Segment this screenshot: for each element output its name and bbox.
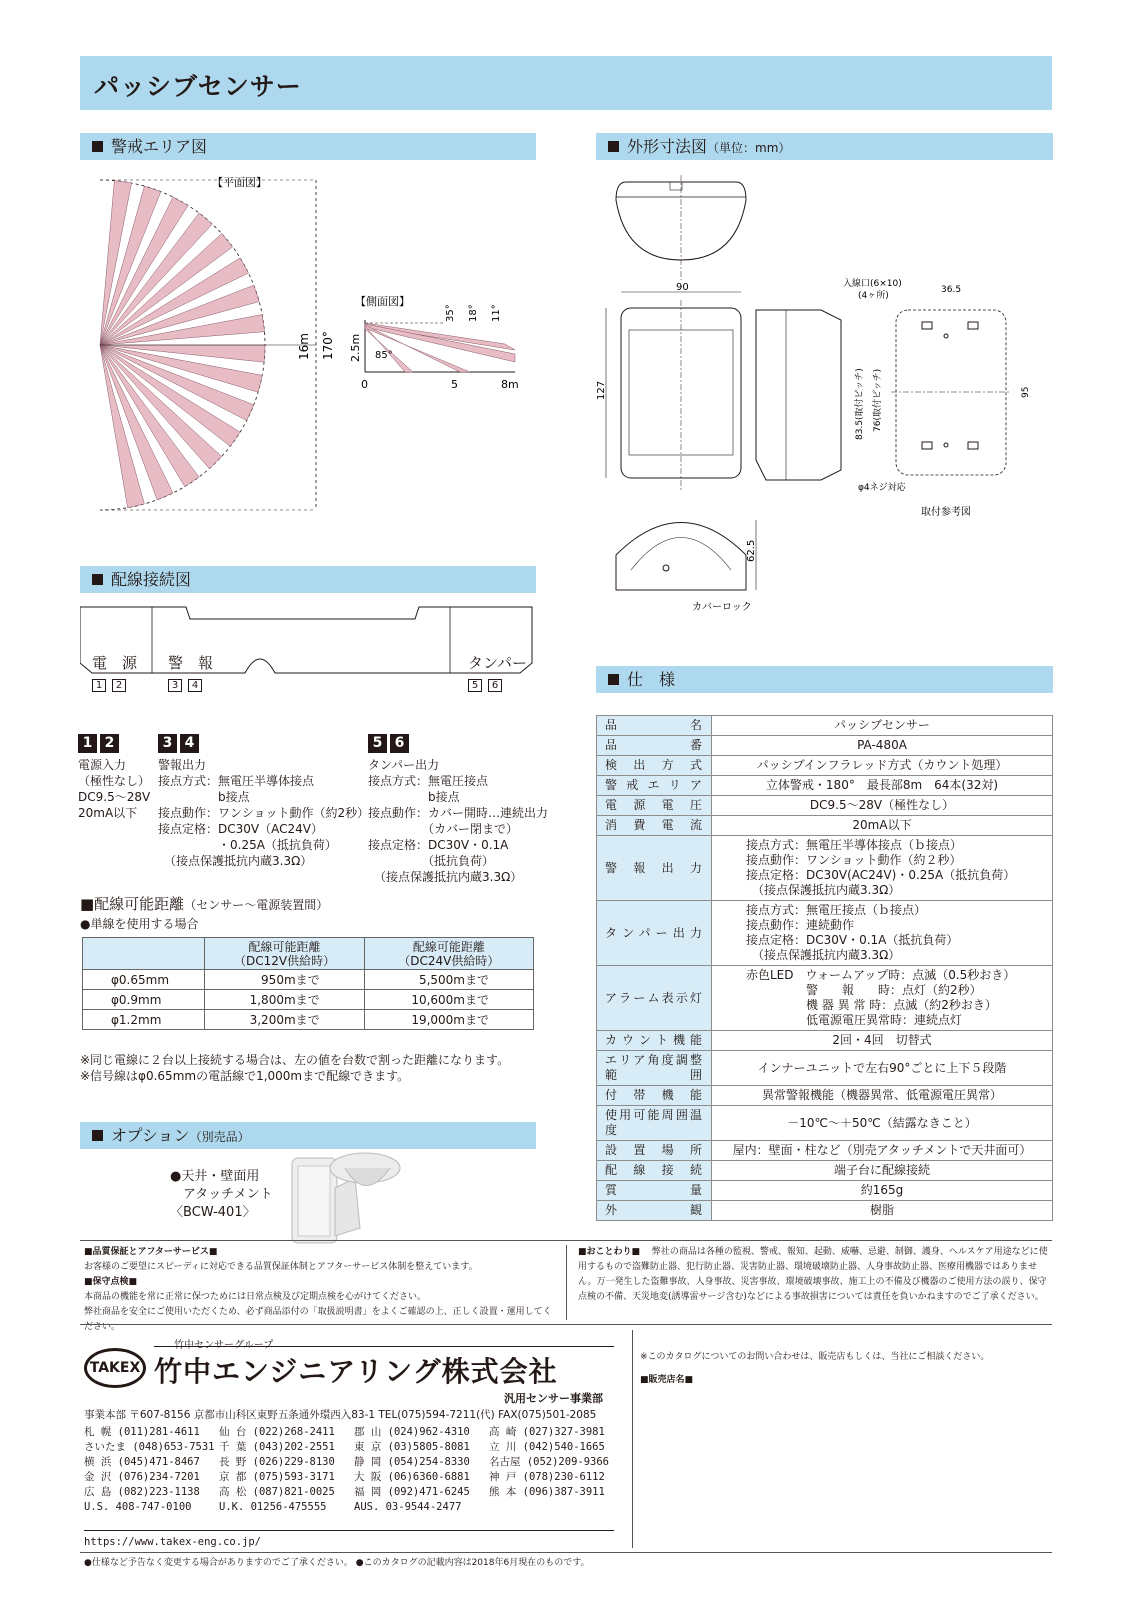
spec-row bbox=[597, 1106, 1053, 1141]
spec-key: 品名 bbox=[597, 716, 712, 736]
spec-key: アラーム表示灯 bbox=[597, 966, 712, 1031]
svg-text:0: 0 bbox=[361, 378, 368, 391]
distance-title: ■配線可能距離（センサー～電源装置間） bbox=[80, 895, 329, 913]
spec-value: パッシブインフラレッド方式（カウント処理） bbox=[712, 756, 1053, 776]
office-entry: 仙 台 (022)268-2411 bbox=[219, 1426, 335, 1438]
section-wiring: 配線接続図 bbox=[80, 566, 536, 593]
table-cell: 950mまで bbox=[205, 970, 364, 990]
table-cell: 19,000mまで bbox=[364, 1010, 533, 1030]
desc-line: （接点保護抵抗内蔵3.3Ω） bbox=[158, 854, 313, 868]
spec-value: PA-480A bbox=[712, 736, 1053, 756]
spec-value: 端子台に配線接続 bbox=[712, 1161, 1053, 1181]
plan-label: 【平面図】 bbox=[212, 176, 267, 189]
spec-row bbox=[597, 1201, 1053, 1221]
spec-key: カウント機能 bbox=[597, 1031, 712, 1051]
spec-key: 使用可能周囲温度 bbox=[597, 1106, 712, 1141]
side-label: 【側面図】 bbox=[355, 295, 410, 308]
spec-row bbox=[597, 796, 1053, 816]
spec-value: 赤色LED ウォームアップ時：点滅（0.5秒おき） 警 報 時：点灯（約2秒） 機 器 異 常 時：点滅（約2秒おき） 低電源電圧異常時：連続点灯 bbox=[712, 966, 1053, 1031]
side-view bbox=[349, 304, 519, 391]
svg-text:76(取付ピッチ): 76(取付ピッチ) bbox=[873, 368, 883, 432]
spec-value: 立体警戒・180° 最長部8m 64本(32対) bbox=[712, 776, 1053, 796]
svg-text:8m: 8m bbox=[501, 378, 519, 391]
page-title: パッシブセンサー bbox=[94, 72, 302, 101]
page-title-bar bbox=[80, 56, 1052, 110]
desc-line: 接点方式：無電圧半導体接点 bbox=[158, 774, 315, 788]
office-entry: さいたま (048)653-7531 bbox=[84, 1441, 215, 1453]
section-area: 警戒エリア図 bbox=[80, 133, 536, 160]
desc-line: 接点方式：無電圧接点 bbox=[368, 774, 489, 788]
dealer-label: ■販売店名■ bbox=[640, 1375, 694, 1385]
spec-value: 樹脂 bbox=[712, 1201, 1053, 1221]
office-entry: U.K. 01256-475555 bbox=[219, 1501, 327, 1513]
desc-tamper: 5 6 タンパー出力 接点方式：無電圧接点 b接点 接点動作：カバー開時…連続出力 （カバー閉まで） 接点定格：DC30V・0.1A （抵抗負荷） （接点保護抵抗内蔵3.3Ω） bbox=[368, 735, 549, 884]
note-line: ※同じ電線に２台以上接続する場合は、左の値を台数で割った距離になります。 bbox=[80, 1053, 510, 1067]
svg-text:(4ヶ所): (4ヶ所) bbox=[858, 291, 889, 301]
office-entry: 千 葉 (043)202-2551 bbox=[219, 1441, 335, 1453]
fan-angle: 170° bbox=[321, 331, 335, 360]
inquiry-note: ※このカタログについてのお問い合わせは、販売店もしくは、当社にご相談ください。 bbox=[640, 1352, 990, 1362]
spec-row bbox=[597, 756, 1053, 776]
spec-key: 付帯機能 bbox=[597, 1086, 712, 1106]
area-diagram bbox=[80, 170, 540, 530]
detection-zone bbox=[100, 345, 265, 362]
spec-key: 電源電圧 bbox=[597, 796, 712, 816]
svg-text:11°: 11° bbox=[491, 304, 502, 322]
fan-width: 16m bbox=[297, 333, 311, 360]
footer-left: ■品質保証とアフターサービス■ お客様のご要望にスピーディに対応できる品質保証体制とアフターサービス体制を整えています。 ■保守点検■ 本商品の機能を常に正常に保つためには日常点検及び定期点検を心がけてください。 弊社商品を安全にご使用いただくため、必ず商品添付の「取扱説明書」をよくご確認の上、正しく設置・運用してください。 bbox=[84, 1247, 552, 1332]
desc-line: 接点定格：DC30V・0.1A bbox=[368, 838, 509, 852]
table-row bbox=[83, 970, 534, 990]
side-view-dim bbox=[756, 310, 841, 480]
spec-row bbox=[597, 1161, 1053, 1181]
desc-line: ・0.25A（抵抗負荷） bbox=[158, 838, 337, 852]
spec-row bbox=[597, 736, 1053, 756]
spec-row bbox=[597, 836, 1053, 901]
desc-alarm: 3 4 警報出力 接点方式：無電圧半導体接点 b接点 接点動作：ワンショット動作（約2秒） 接点定格：DC30V（AC24V） ・0.25A（抵抗負荷） （接点保護抵抗内蔵3.3Ω） bbox=[158, 735, 370, 868]
office-entry: 東 京 (03)5805-8081 bbox=[354, 1441, 470, 1453]
company-name: 竹中エンジニアリング株式会社 bbox=[154, 1355, 558, 1388]
desc-line: 接点定格：DC30V（AC24V） bbox=[158, 822, 323, 836]
desc-line: DC9.5～28V bbox=[78, 790, 151, 804]
office-entry: 金 沢 (076)234-7201 bbox=[84, 1471, 200, 1483]
table-row bbox=[83, 1010, 534, 1030]
table-cell: 10,600mまで bbox=[364, 990, 533, 1010]
office-entry bbox=[489, 1500, 624, 1515]
bottom-note: ●仕様など予告なく変更する場合がありますのでご了承ください。 ●このカタログの記載内容は2018年6月現在のものです。 bbox=[84, 1558, 590, 1568]
spec-key: 消費電流 bbox=[597, 816, 712, 836]
section-spec: 仕 様 bbox=[596, 666, 1053, 693]
office-entry: 福 岡 (092)471-6245 bbox=[354, 1486, 470, 1498]
section-option: オプション（別売品） bbox=[80, 1122, 536, 1149]
spec-value: 2回・4回 切替式 bbox=[712, 1031, 1053, 1051]
mount-reference bbox=[896, 310, 1006, 475]
company-hq: 事業本部 〒607-8156 京都市山科区東野五条通外環西入83-1 TEL(075)594-7211(代) FAX(075)501-2085 bbox=[84, 1409, 597, 1421]
office-entry: 神 戸 (078)230-6112 bbox=[489, 1471, 605, 1483]
spec-row bbox=[597, 1051, 1053, 1086]
svg-text:62.5: 62.5 bbox=[746, 539, 757, 562]
spec-row bbox=[597, 716, 1053, 736]
svg-text:カバーロック: カバーロック bbox=[692, 602, 752, 613]
svg-text:85°: 85° bbox=[375, 350, 393, 361]
svg-text:2.5m: 2.5m bbox=[349, 333, 362, 362]
office-list bbox=[84, 1425, 624, 1515]
office-entry: 長 野 (026)229-8130 bbox=[219, 1456, 335, 1468]
spec-row bbox=[597, 776, 1053, 796]
table-cell: 5,500mまで bbox=[364, 970, 533, 990]
option-name bbox=[170, 1168, 273, 1222]
spec-row bbox=[597, 1141, 1053, 1161]
spec-row bbox=[597, 966, 1053, 1031]
spec-key: 質量 bbox=[597, 1181, 712, 1201]
takex-logo: TAKEX bbox=[84, 1348, 146, 1388]
desc-line: 接点動作：カバー開時…連続出力 bbox=[368, 806, 549, 820]
mount-caption: 取付参考図 bbox=[921, 507, 971, 518]
spec-value: 接点方式：無電圧半導体接点（ｂ接点） 接点動作：ワンショット動作（約２秒） 接点定格：DC30V(AC24V)・0.25A（抵抗負荷） （接点保護抵抗内蔵3.3Ω） bbox=[712, 836, 1053, 901]
svg-text:83.5(取付ピッチ): 83.5(取付ピッチ) bbox=[855, 368, 865, 440]
desc-line: 接点動作：ワンショット動作（約2秒） bbox=[158, 806, 370, 820]
office-entry: 広 島 (082)223-1138 bbox=[84, 1486, 200, 1498]
svg-text:95: 95 bbox=[1021, 386, 1031, 398]
office-entry: 立 川 (042)540-1665 bbox=[489, 1441, 605, 1453]
table-cell: 3,200mまで bbox=[205, 1010, 364, 1030]
office-entry: U.S. 408-747-0100 bbox=[84, 1501, 192, 1513]
footer-right: ■おことわり■ 弊社の商品は各種の監視、警戒、報知、起動、威嚇、忌避、制御、護身、ヘルスケア用途などに使用するもので盗難防止器、犯行防止器、災害防止器、環境破壊防止器、人身事故防止器、医療用機器ではありません。万一発生した盗難事故、人身事故、災害事故、環境破壊事故、施工上の不備及び機器のご使用方法の誤り、保守点検の不備、天災地変(誘導雷サージ含む)などによる事故損害については責任を負いかねますのでご了承ください。 bbox=[578, 1247, 1048, 1302]
terminal-tamper: タンパー 5 6 bbox=[468, 654, 527, 691]
desc-line: タンパー出力 bbox=[368, 758, 440, 772]
option-line: 〈BCW-401〉 bbox=[170, 1205, 256, 1220]
option-line: ●天井・壁面用 bbox=[170, 1169, 260, 1184]
section-dimensions: 外形寸法図（単位：mm） bbox=[596, 133, 1053, 160]
desc-line: （極性なし） bbox=[78, 774, 151, 788]
svg-text:36.5: 36.5 bbox=[941, 285, 962, 295]
svg-text:5: 5 bbox=[451, 378, 458, 391]
spec-row bbox=[597, 1181, 1053, 1201]
desc-line: （接点保護抵抗内蔵3.3Ω） bbox=[368, 870, 523, 884]
svg-text:90: 90 bbox=[676, 282, 689, 293]
spec-value: 屋内：壁面・柱など（別売アタッチメントで天井面可） bbox=[712, 1141, 1053, 1161]
attachment-image bbox=[290, 1148, 405, 1248]
company-division: 汎用センサー事業部 bbox=[504, 1392, 603, 1405]
spec-value: パッシブセンサー bbox=[712, 716, 1053, 736]
spec-row bbox=[597, 816, 1053, 836]
desc-power: 1 2 電源入力 （極性なし） DC9.5～28V 20mA以下 bbox=[78, 735, 151, 820]
spec-key: 警戒エリア bbox=[597, 776, 712, 796]
spec-value: インナーユニットで左右90°ごとに上下５段階 bbox=[712, 1051, 1053, 1086]
office-entry: 京 都 (075)593-3171 bbox=[219, 1471, 335, 1483]
spec-value: 約165g bbox=[712, 1181, 1053, 1201]
desc-line: b接点 bbox=[158, 790, 250, 804]
spec-key: 品番 bbox=[597, 736, 712, 756]
office-entry: AUS. 03-9544-2477 bbox=[354, 1501, 462, 1513]
spec-key: 設置場所 bbox=[597, 1141, 712, 1161]
desc-line: （カバー閉まで） bbox=[368, 822, 519, 836]
svg-text:φ4ネジ対応: φ4ネジ対応 bbox=[858, 483, 906, 493]
office-entry: 高 松 (087)821-0025 bbox=[219, 1486, 335, 1498]
terminal-power: 電 源 1 2 bbox=[92, 654, 138, 691]
spec-value: 20mA以下 bbox=[712, 816, 1053, 836]
svg-text:35°: 35° bbox=[445, 304, 456, 322]
table-cell: φ1.2mm bbox=[83, 1010, 205, 1030]
office-entry: 横 浜 (045)471-8467 bbox=[84, 1456, 200, 1468]
table-header: 配線可能距離 （DC24V供給時） bbox=[364, 938, 533, 970]
desc-line: 電源入力 bbox=[78, 758, 127, 772]
company-group: 竹中センサーグループ bbox=[174, 1340, 274, 1351]
option-line: アタッチメント bbox=[170, 1187, 273, 1202]
office-entry: 名古屋 (052)209-9366 bbox=[489, 1456, 610, 1468]
office-entry: 大 阪 (06)6360-6881 bbox=[354, 1471, 470, 1483]
spec-row bbox=[597, 1086, 1053, 1106]
office-entry: 札 幌 (011)281-4611 bbox=[84, 1426, 200, 1438]
distance-subtitle: ●単線を使用する場合 bbox=[80, 917, 199, 931]
dimensions-diagram bbox=[596, 170, 1056, 630]
spec-key: 警報出力 bbox=[597, 836, 712, 901]
office-entry: 静 岡 (054)254-8330 bbox=[354, 1456, 470, 1468]
office-entry: 郡 山 (024)962-4310 bbox=[354, 1426, 470, 1438]
table-header bbox=[83, 938, 205, 970]
spec-key: タンパー出力 bbox=[597, 901, 712, 966]
desc-line: （抵抗負荷） bbox=[368, 854, 495, 868]
svg-text:18°: 18° bbox=[468, 304, 479, 322]
spec-row bbox=[597, 1031, 1053, 1051]
note-line: ※信号線はφ0.65mmの電話線で1,000mまで配線できます。 bbox=[80, 1069, 410, 1083]
table-cell: φ0.65mm bbox=[83, 970, 205, 990]
table-cell: 1,800mまで bbox=[205, 990, 364, 1010]
company-url[interactable]: https://www.takex-eng.co.jp/ bbox=[84, 1536, 262, 1548]
spec-key: エリア角度調整範囲 bbox=[597, 1051, 712, 1086]
spec-value: 異常警報機能（機器異常、低電源電圧異常） bbox=[712, 1086, 1053, 1106]
table-row bbox=[83, 990, 534, 1010]
office-entry: 熊 本 (096)387-3911 bbox=[489, 1486, 605, 1498]
bottom-view bbox=[616, 523, 746, 591]
distance-table bbox=[82, 937, 534, 1030]
svg-text:127: 127 bbox=[596, 380, 607, 400]
desc-line: 警報出力 bbox=[158, 758, 207, 772]
spec-key: 外観 bbox=[597, 1201, 712, 1221]
spec-value: DC9.5～28V（極性なし） bbox=[712, 796, 1053, 816]
distance-notes bbox=[80, 1052, 509, 1084]
table-header: 配線可能距離 （DC12V供給時） bbox=[205, 938, 364, 970]
spec-value: －10℃～＋50℃（結露なきこと） bbox=[712, 1106, 1053, 1141]
office-entry: 高 崎 (027)327-3981 bbox=[489, 1426, 605, 1438]
spec-value: 接点方式：無電圧接点（ｂ接点） 接点動作：連続動作 接点定格：DC30V・0.1A（抵抗負荷） （接点保護抵抗内蔵3.3Ω） bbox=[712, 901, 1053, 966]
spec-table bbox=[596, 715, 1053, 1221]
spec-row bbox=[597, 901, 1053, 966]
spec-key: 配線接続 bbox=[597, 1161, 712, 1181]
svg-text:入線口(6×10): 入線口(6×10) bbox=[843, 279, 902, 289]
terminal-alarm: 警 報 3 4 bbox=[168, 654, 214, 691]
spec-key: 検出方式 bbox=[597, 756, 712, 776]
desc-line: b接点 bbox=[368, 790, 460, 804]
table-cell: φ0.9mm bbox=[83, 990, 205, 1010]
desc-line: 20mA以下 bbox=[78, 806, 138, 820]
